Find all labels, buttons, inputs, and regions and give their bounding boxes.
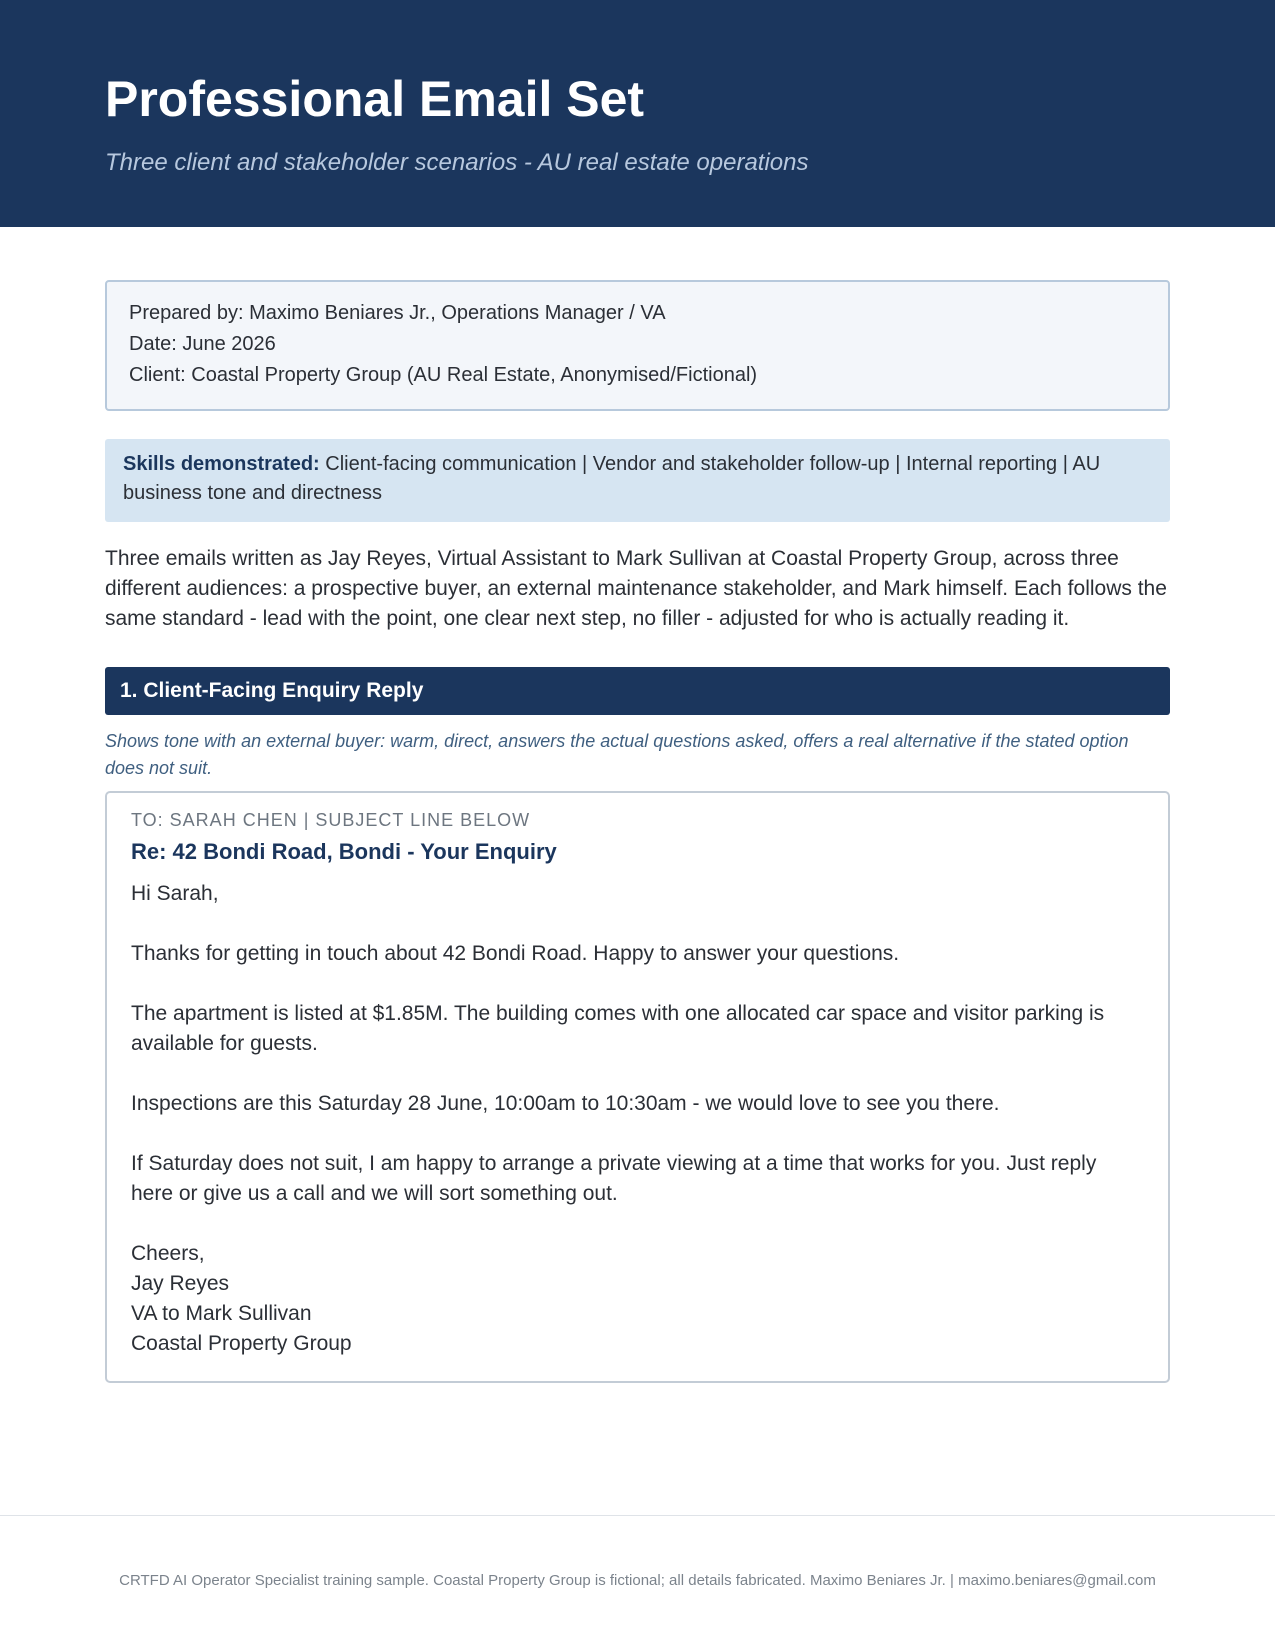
- document-body: [0, 227, 1275, 1383]
- email-recipient-line: [131, 810, 1144, 831]
- footer-divider: [0, 1515, 1275, 1516]
- email-paragraph: The apartment is listed at $1.85M. The building comes with one allocated car space and visitor parking is available for guests.: [131, 1002, 1105, 1055]
- subject-hint: SUBJECT LINE BELOW: [315, 810, 531, 830]
- email-card: [105, 791, 1170, 1383]
- skills-label: Skills demonstrated:: [123, 453, 320, 475]
- page-header: [0, 0, 1275, 227]
- skills-box: [105, 439, 1170, 522]
- document-subtitle: Three client and stakeholder scenarios - AU real estate operations: [105, 149, 809, 176]
- meta-box: [105, 280, 1170, 411]
- signature-company: Coastal Property Group: [131, 1332, 352, 1355]
- section-note-1: Shows tone with an external buyer: warm, direct, answers the actual questions asked, offers a real alternative if the stated option does not suit.: [105, 731, 1129, 778]
- client-line: Client: Coastal Property Group (AU Real Estate, Anonymised/Fictional): [129, 364, 758, 386]
- intro-paragraph: Three emails written as Jay Reyes, Virtual Assistant to Mark Sullivan at Coastal Property Group, across three different audiences: a prospective buyer, an external maintenance stakeholder, and Mark himself. Each follows the same standard - lead with the point, one clear next step, no filler - adjusted for who is actually reading it.: [105, 547, 1167, 630]
- prepared-by: Prepared by: Maximo Beniares Jr., Operations Manager / VA: [129, 302, 666, 324]
- email-body: [131, 879, 1144, 1359]
- email-signature: [131, 1239, 1144, 1359]
- email-subject: Re: 42 Bondi Road, Bondi - Your Enquiry: [131, 839, 557, 864]
- section-heading-1: 1. Client-Facing Enquiry Reply: [105, 667, 1170, 715]
- signature-name: Jay Reyes: [131, 1272, 230, 1295]
- document-date: Date: June 2026: [129, 333, 276, 355]
- email-recipient: TO: SARAH CHEN: [131, 810, 298, 830]
- document-title: Professional Email Set: [105, 71, 645, 127]
- email-greeting: Hi Sarah,: [131, 882, 219, 905]
- skills-text: Client-facing communication | Vendor and stakeholder follow-up | Internal reporting | AU business tone and directness: [123, 453, 1101, 504]
- signoff: Cheers,: [131, 1242, 205, 1265]
- recipient-separator: |: [303, 810, 310, 830]
- signature-role: VA to Mark Sullivan: [131, 1302, 312, 1325]
- email-paragraph: Inspections are this Saturday 28 June, 10:00am to 10:30am - we would love to see you there.: [131, 1092, 1000, 1115]
- email-paragraph: If Saturday does not suit, I am happy to arrange a private viewing at a time that works for you. Just reply here or give us a call and we will sort something out.: [131, 1152, 1097, 1205]
- page-footer: CRTFD AI Operator Specialist training sample. Coastal Property Group is fictional; all details fabricated. Maximo Beniares Jr. | maximo.beniares@gmail.com: [119, 1572, 1156, 1589]
- email-paragraph: Thanks for getting in touch about 42 Bondi Road. Happy to answer your questions.: [131, 942, 900, 965]
